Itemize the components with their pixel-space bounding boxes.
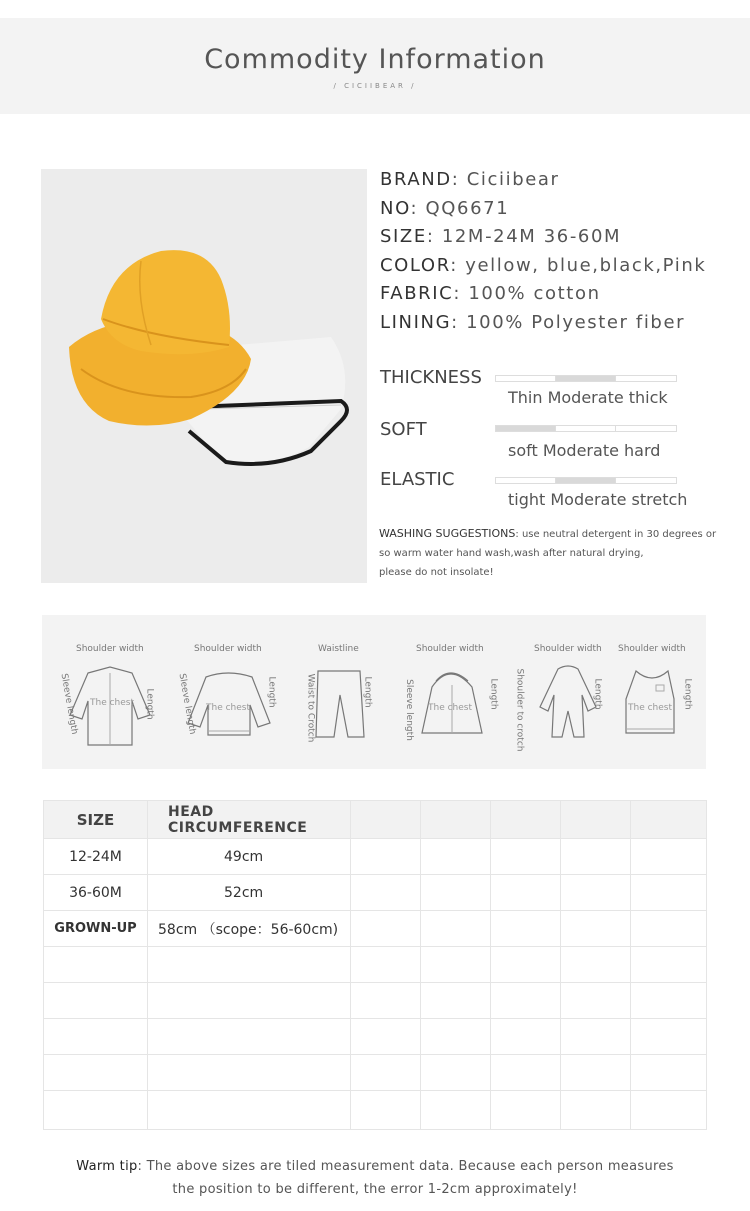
spec-color: COLOR: yellow, blue,black,Pink — [380, 254, 707, 276]
spec-fabric: FABRIC: 100% cotton — [380, 283, 601, 305]
table-row: 36-60M 52cm — [44, 875, 707, 911]
header-banner — [0, 18, 750, 114]
warm-tip: Warm tip: The above sizes are tiled measurement data. Because each person measures the position to be different, the error 1-2cm approximately! — [76, 1159, 674, 1197]
spec-number: NO: QQ6671 — [380, 197, 510, 219]
soft-bar — [495, 425, 677, 432]
pants-icon — [290, 615, 400, 769]
table-row: 12-24M 49cm — [44, 839, 707, 875]
table-row: GROWN-UP 58cm （scope：56-60cm) — [44, 911, 707, 947]
hoodie-icon — [402, 615, 512, 769]
table-header-row — [44, 801, 707, 839]
garment-vest: Shoulder width Length The chest — [612, 615, 722, 769]
spec-size: SIZE: 12M-24M 36-60M — [380, 226, 622, 248]
sweater-icon — [170, 615, 280, 769]
garment-romper: Shoulder width Shoulder to crotch Length — [512, 615, 622, 769]
garment-pants: Waistline Waist to Crotch Length — [290, 615, 400, 769]
bucket-hat-illustration — [41, 169, 367, 583]
elastic-scale: tight Moderate stretch — [508, 490, 688, 509]
romper-icon — [512, 615, 622, 769]
garment-shirt: Shoulder width Sleeve length Length The chest — [50, 615, 160, 769]
soft-scale: soft Moderate hard — [508, 441, 661, 460]
thickness-scale: Thin Moderate thick — [508, 388, 668, 407]
vest-icon — [612, 615, 722, 769]
elastic-bar — [495, 477, 677, 484]
soft-label: SOFT — [380, 419, 427, 440]
spec-brand: BRAND: Ciciibear — [380, 169, 560, 190]
washing-suggestions: WASHING SUGGESTIONS: use neutral detergent in 30 degrees or so warm water hand wash,wash after natural drying, please do not insolate! — [379, 527, 717, 578]
table-row — [44, 1091, 707, 1130]
measurement-guide — [42, 615, 706, 769]
product-image — [41, 169, 367, 583]
page-title: Commodity Information — [204, 44, 546, 75]
header-size: SIZE — [44, 801, 148, 839]
size-table — [43, 800, 707, 1130]
spec-lining: LINING: 100% Polyester fiber — [380, 311, 686, 333]
garment-hoodie: Shoulder width Sleeve length Length The chest — [402, 615, 512, 769]
table-row — [44, 1019, 707, 1055]
thickness-bar — [495, 375, 677, 382]
thickness-label: THICKNESS — [380, 367, 482, 388]
table-row — [44, 947, 707, 983]
table-row — [44, 1055, 707, 1091]
table-row — [44, 983, 707, 1019]
header-head-circumference: HEAD CIRCUMFERENCE — [148, 801, 351, 839]
shirt-icon — [50, 615, 160, 769]
elastic-label: ELASTIC — [380, 469, 455, 490]
garment-sweater: Shoulder width Sleeve length Length The chest — [170, 615, 280, 769]
spec-list — [380, 166, 740, 338]
brand-subtitle: / CICIIBEAR / — [333, 82, 417, 90]
